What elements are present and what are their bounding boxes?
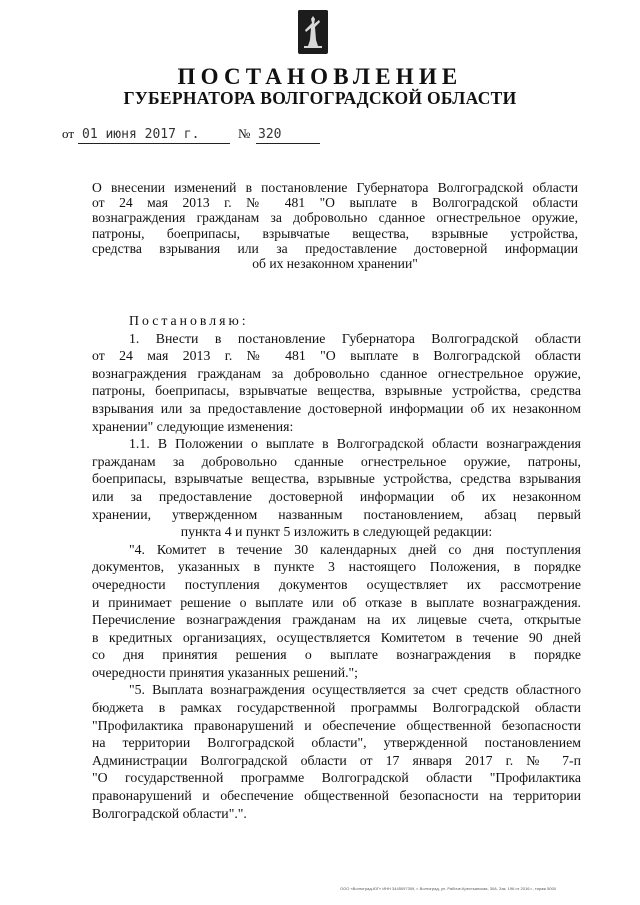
number-value: 320: [258, 127, 282, 142]
subject-line: об их незаконном хранении": [252, 256, 418, 272]
body-line: 1. Внести в постановление Губернатора Волгоградской области: [129, 330, 581, 346]
body-line: "5. Выплата вознаграждения осуществляется за счет средств областного: [129, 682, 581, 698]
number-underline: [256, 143, 320, 144]
body-line: от 24 мая 2013 г. № 481 "О выплате в Волгоградской области: [92, 348, 581, 364]
emblem-figure: [298, 10, 328, 54]
subject-line: от 24 мая 2013 г. № 481 "О выплате в Волгоградской области: [92, 195, 578, 211]
body-line: со дня принятия решения о выплате вознаграждения в порядке: [92, 647, 581, 663]
body-line: Волгоградской области".".: [92, 805, 247, 821]
body-line: 1.1. В Положении о выплате в Волгоградской области вознаграждения: [129, 436, 581, 452]
date-label: от: [62, 126, 75, 141]
date-value: 01 июня 2017 г.: [82, 127, 200, 142]
number-label: №: [238, 126, 251, 141]
body-line: Администрации Волгоградской области от 17 января 2017 г. № 7-п: [92, 752, 581, 768]
body-line: гражданам за добровольно сданные огнестрельное оружие, патроны,: [92, 453, 581, 469]
body-line: боеприпасы, взрывчатые вещества, взрывные устройства, средства взрывания: [92, 471, 581, 487]
body-line: "О государственной программе Волгоградской области "Профилактика: [92, 770, 581, 786]
body-line: или за предоставление достоверной информации об их незаконном: [92, 488, 581, 504]
decree-body: [92, 312, 581, 822]
subject-line: О внесении изменений в постановление Губернатора Волгоградской области: [92, 180, 578, 195]
body-line: вознаграждения гражданам за добровольно сданное огнестрельное оружие,: [92, 365, 581, 381]
print-footer: ООО «Волгоград-ЮГ» ИНН 3445097309, г. Волгоград, ул. Рабоче-Крестьянская, 30А. Зак. 196 от 2016 г., тираж 5000: [340, 886, 557, 891]
subject-line: средства взрывания или за предоставление достоверной информации: [92, 240, 578, 256]
body-line: бюджета в рамках государственной программы Волгоградской области: [92, 700, 581, 716]
body-line: Перечисление вознаграждения гражданам на их лицевые счета, открытые: [92, 612, 581, 628]
body-line: документов, указанных в пункте 3 настоящего Положения, в порядке: [92, 559, 581, 575]
body-line: в кредитных организациях, осуществляется Комитетом в течение 90 дней: [92, 629, 581, 645]
document-subtitle: ГУБЕРНАТОРА ВОЛГОГРАДСКОЙ ОБЛАСТИ: [123, 88, 517, 108]
body-line: "Профилактика правонарушений и обеспечение общественной безопасности: [92, 717, 581, 733]
volgograd-emblem-icon: [298, 10, 328, 54]
body-line: пункта 4 и пункт 5 изложить в следующей редакции:: [180, 524, 493, 540]
body-line: патроны, боеприпасы, взрывчатые вещества, взрывные устройства, средства: [92, 383, 581, 399]
date-underline: [78, 143, 230, 144]
document-title: ПОСТАНОВЛЕНИЕ: [177, 64, 463, 89]
subject-line: вознаграждения гражданам за добровольно сданное огнестрельное оружие,: [92, 210, 578, 226]
decree-subject: [92, 180, 578, 271]
body-line: хранении, утвержденном названным постановлением, абзац первый: [92, 506, 581, 522]
body-line: и принимает решение о выплате или об отказе в выплате вознаграждения.: [92, 594, 581, 610]
body-line: "4. Комитет в течение 30 календарных дней со дня поступления: [129, 541, 581, 557]
body-line: очередности принятия указанных решений.";: [92, 664, 358, 680]
body-line: взрывания или за предоставление достоверной информации об их незаконном: [92, 400, 581, 416]
decree-meta: [62, 122, 640, 146]
body-line: хранении" следующие изменения:: [92, 418, 294, 434]
decree-word: Постановляю:: [129, 313, 249, 328]
subject-line: патроны, боеприпасы, взрывчатые вещества, взрывные устройства,: [92, 225, 578, 241]
body-line: очередности поступления документов осуществляет их рассмотрение: [92, 576, 581, 592]
body-line: на территории Волгоградской области", утвержденной постановлением: [92, 735, 581, 751]
body-line: правонарушений и обеспечение общественной безопасности на территории: [92, 788, 581, 804]
